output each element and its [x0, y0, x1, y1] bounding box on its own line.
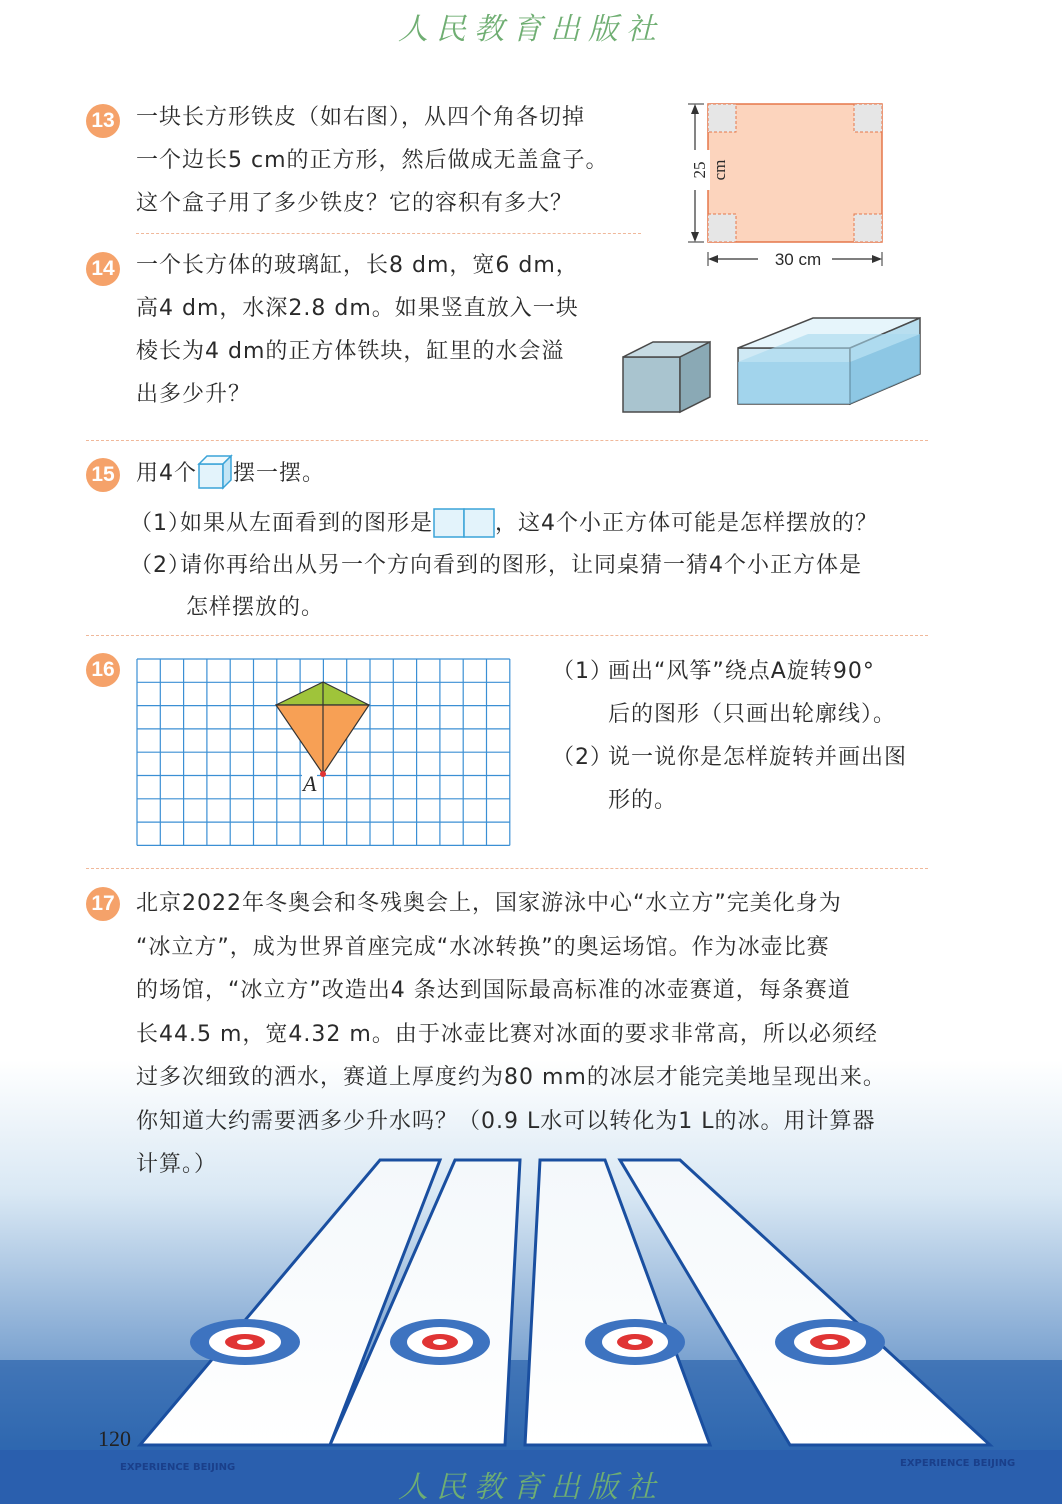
- question-13-badge: 13: [86, 104, 120, 138]
- q13-line: 一块长方形铁皮（如右图），从四个角各切掉: [136, 105, 586, 130]
- divider: [86, 440, 928, 441]
- question-17-text: [136, 882, 936, 1187]
- q14-line: 一个长方体的玻璃缸，长8 dm，宽6 dm，: [136, 253, 579, 278]
- question-15-intro: [136, 452, 325, 495]
- q15-sub2: [130, 544, 862, 587]
- q15-sub2-label: （2）: [130, 553, 191, 578]
- q16-sub1-line2: 后的图形（只画出轮廓线）。: [608, 702, 897, 727]
- question-14-text: [136, 244, 579, 416]
- q15-intro-before: 用4个: [136, 461, 197, 486]
- question-17-badge: 17: [86, 887, 120, 921]
- q15-sub1: [130, 502, 878, 545]
- q17-line: 北京2022年冬奥会和冬残奥会上，国家游泳中心“水立方”完美化身为: [136, 891, 842, 916]
- question-14-badge: 14: [86, 252, 120, 286]
- sheet-width-label: 30 cm: [774, 250, 822, 269]
- q14-line: 棱长为4 dm的正方体铁块，缸里的水会溢: [136, 339, 565, 364]
- q17-line: 的场馆，“冰立方”改造出4 条达到国际最高标准的冰壶赛道，每条赛道: [136, 978, 851, 1003]
- iron-cube: [623, 342, 710, 412]
- q15-sub1-text-before: 如果从左面看到的图形是: [180, 511, 434, 536]
- divider: [136, 233, 641, 234]
- point-a: [320, 771, 326, 777]
- q17-line: 过多次细致的洒水，赛道上厚度约为80 mm的冰层才能完美地呈现出来。: [136, 1065, 886, 1090]
- q14-line: 出多少升？: [136, 382, 252, 407]
- q15-sub2-line1: 请你再给出从另一个方向看到的图形，让同桌猜一猜4个小正方体是: [180, 553, 862, 578]
- q17-line: 你知道大约需要洒多少升水吗？（0.9 L水可以转化为1 L的冰。用计算器: [136, 1108, 876, 1134]
- sheet-height-label: 25 cm: [690, 150, 710, 190]
- q13-line: 这个盒子用了多少铁皮？它的容积有多大？: [136, 191, 574, 216]
- left-view-squares: [433, 508, 495, 538]
- glass-tank: [738, 318, 920, 404]
- q16-sub2-label: （2）: [552, 745, 613, 770]
- q17-line: “冰立方”，成为世界首座完成“水冰转换”的奥运场馆。作为冰壶比赛: [136, 934, 830, 960]
- q13-line: 一个边长5 cm的正方形，然后做成无盖盒子。: [136, 148, 609, 173]
- question-13-text: [136, 96, 609, 225]
- question-16-badge: 16: [86, 653, 120, 687]
- footer-publisher: 人民教育出版社: [398, 1470, 664, 1505]
- q17-line: 计算。）: [136, 1152, 218, 1177]
- cube-and-tank-figure: [618, 312, 928, 418]
- question-15-badge: 15: [86, 458, 120, 492]
- point-a-label: A: [303, 771, 317, 796]
- q16-sub1: [552, 650, 875, 693]
- q14-line: 高4 dm，水深2.8 dm。如果竖直放入一块: [136, 296, 579, 321]
- q16-sub1-line1: 画出“风筝”绕点A旋转90°: [608, 659, 875, 684]
- q15-sub1-label: （1）: [130, 511, 191, 536]
- q16-sub1-label: （1）: [552, 659, 613, 684]
- q16-sub2-line2: 形的。: [608, 788, 678, 813]
- q17-line: 长44.5 m，宽4.32 m。由于冰壶比赛对冰面的要求非常高，所以必须经: [136, 1021, 878, 1047]
- divider: [86, 868, 928, 869]
- kite-grid-figure: [136, 658, 512, 846]
- banner-right: EXPERIENCE BEIJING: [900, 1458, 1016, 1469]
- q16-sub2: [552, 736, 907, 779]
- q16-sub2-line1: 说一说你是怎样旋转并画出图: [608, 745, 908, 770]
- banner-left: EXPERIENCE BEIJING: [120, 1462, 236, 1473]
- q15-sub1-text-after: ，这4个小正方体可能是怎样摆放的？: [495, 511, 879, 536]
- small-cube-icon: [197, 454, 233, 490]
- page-number: 120: [98, 1426, 131, 1451]
- q15-intro-after: 摆一摆。: [233, 461, 326, 486]
- q15-sub2-line2: 怎样摆放的。: [186, 595, 325, 620]
- header-publisher: 人民教育出版社: [398, 12, 664, 47]
- divider: [86, 635, 928, 636]
